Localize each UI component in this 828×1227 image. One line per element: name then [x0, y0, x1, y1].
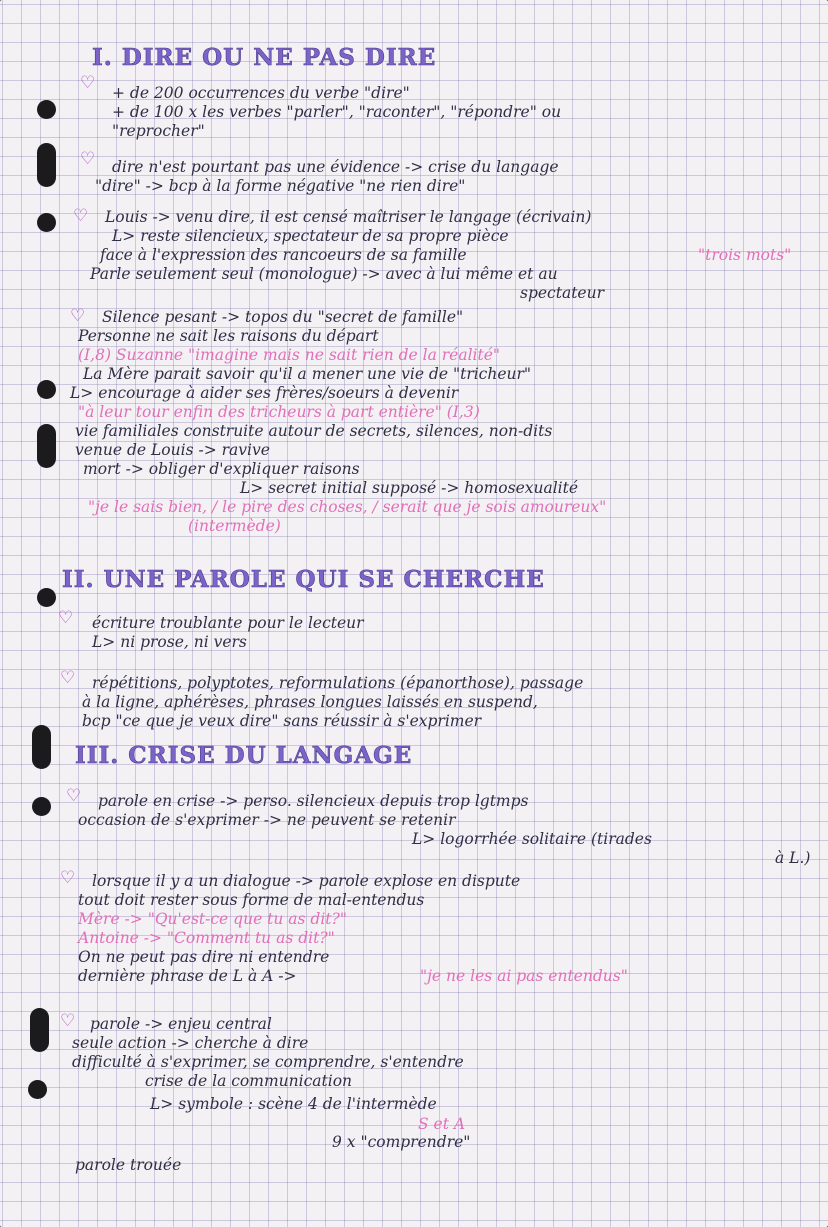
note-line: "reprocher"	[112, 122, 205, 140]
note-line: + de 200 occurrences du verbe "dire"	[112, 84, 410, 102]
quote-line: "trois mots"	[698, 246, 792, 264]
binder-slot	[37, 143, 56, 187]
note-line: "dire" -> bcp à la forme négative "ne rien dire"	[95, 177, 466, 195]
note-line: L> symbole : scène 4 de l'intermède	[150, 1095, 437, 1113]
note-line: bcp "ce que je veux dire" sans réussir à s'exprimer	[82, 712, 482, 730]
section-title: I. DIRE OU NE PAS DIRE	[92, 44, 437, 71]
heart-icon: ♡	[66, 786, 82, 806]
binder-slot	[32, 725, 51, 769]
binder-hole	[28, 1080, 47, 1099]
quote-line: S et A	[418, 1115, 466, 1133]
note-line: occasion de s'exprimer -> ne peuvent se retenir	[78, 811, 456, 829]
note-line: à la ligne, aphérèses, phrases longues laissés en suspend,	[82, 693, 538, 711]
quote-line: "je ne les ai pas entendus"	[420, 967, 628, 985]
heart-icon: ♡	[60, 1011, 76, 1031]
quote-line: Mère -> "Qu'est-ce que tu as dit?"	[78, 910, 347, 928]
quote-line: "à leur tour enfin des tricheurs à part entière" (I,3)	[78, 403, 480, 421]
binder-hole	[32, 797, 51, 816]
note-line: L> secret initial supposé -> homosexualité	[240, 479, 579, 497]
binder-hole	[37, 588, 56, 607]
note-line: parole -> enjeu central	[90, 1015, 272, 1033]
heart-icon: ♡	[58, 608, 74, 628]
note-line: + de 100 x les verbes "parler", "raconter", "répondre" ou	[112, 103, 562, 121]
binder-slot	[30, 1008, 49, 1052]
section-title: II. UNE PAROLE QUI SE CHERCHE	[62, 566, 545, 593]
note-line: La Mère parait savoir qu'il a mener une vie de "tricheur"	[83, 365, 532, 383]
binder-hole	[37, 380, 56, 399]
heart-icon: ♡	[73, 206, 89, 226]
note-line: à L.)	[775, 849, 811, 867]
note-line: Silence pesant -> topos du "secret de famille"	[102, 308, 464, 326]
heart-icon: ♡	[80, 149, 96, 169]
note-line: seule action -> cherche à dire	[72, 1034, 309, 1052]
heart-icon: ♡	[80, 73, 96, 93]
note-line: L> reste silencieux, spectateur de sa propre pièce	[112, 227, 509, 245]
quote-line: Antoine -> "Comment tu as dit?"	[78, 929, 335, 947]
heart-icon: ♡	[60, 868, 76, 888]
note-line: face à l'expression des rancoeurs de sa famille	[100, 246, 467, 264]
quote-line: "je le sais bien, / le pire des choses, / serait que je sois amoureux"	[88, 498, 607, 516]
note-line: L> encourage à aider ses frères/soeurs à devenir	[70, 384, 459, 402]
note-line: On ne peut pas dire ni entendre	[78, 948, 330, 966]
heart-icon: ♡	[70, 306, 86, 326]
note-line: spectateur	[520, 284, 604, 302]
section-title: III. CRISE DU LANGAGE	[75, 742, 413, 769]
note-line: répétitions, polyptotes, reformulations (épanorthose), passage	[92, 674, 584, 692]
quote-line: (I,8) Suzanne "imagine mais ne sait rien de la réalité"	[78, 346, 501, 364]
note-line: vie familiales construite autour de secrets, silences, non-dits	[75, 422, 553, 440]
note-line: dire n'est pourtant pas une évidence -> crise du langage	[112, 158, 559, 176]
note-line: Parle seulement seul (monologue) -> avec à lui même et au	[90, 265, 558, 283]
binder-hole	[37, 100, 56, 119]
note-line: L> ni prose, ni vers	[92, 633, 247, 651]
note-line: lorsque il y a un dialogue -> parole explose en dispute	[92, 872, 521, 890]
binder-hole	[37, 213, 56, 232]
note-line: venue de Louis -> ravive	[75, 441, 270, 459]
note-line: Louis -> venu dire, il est censé maîtriser le langage (écrivain)	[105, 208, 592, 226]
note-line: L> logorrhée solitaire (tirades	[412, 830, 652, 848]
note-line: parole trouée	[75, 1156, 182, 1174]
heart-icon: ♡	[60, 668, 76, 688]
note-line: écriture troublante pour le lecteur	[92, 614, 364, 632]
note-line: tout doit rester sous forme de mal-entendus	[78, 891, 425, 909]
note-line: dernière phrase de L à A ->	[78, 967, 297, 985]
note-line: mort -> obliger d'expliquer raisons	[83, 460, 360, 478]
note-line: difficulté à s'exprimer, se comprendre, s'entendre	[72, 1053, 464, 1071]
quote-line: (intermède)	[188, 517, 281, 535]
note-line: crise de la communication	[145, 1072, 353, 1090]
binder-slot	[37, 424, 56, 468]
note-line: parole en crise -> perso. silencieux depuis trop lgtmps	[98, 792, 529, 810]
note-line: 9 x "comprendre"	[332, 1133, 471, 1151]
note-line: Personne ne sait les raisons du départ	[78, 327, 379, 345]
